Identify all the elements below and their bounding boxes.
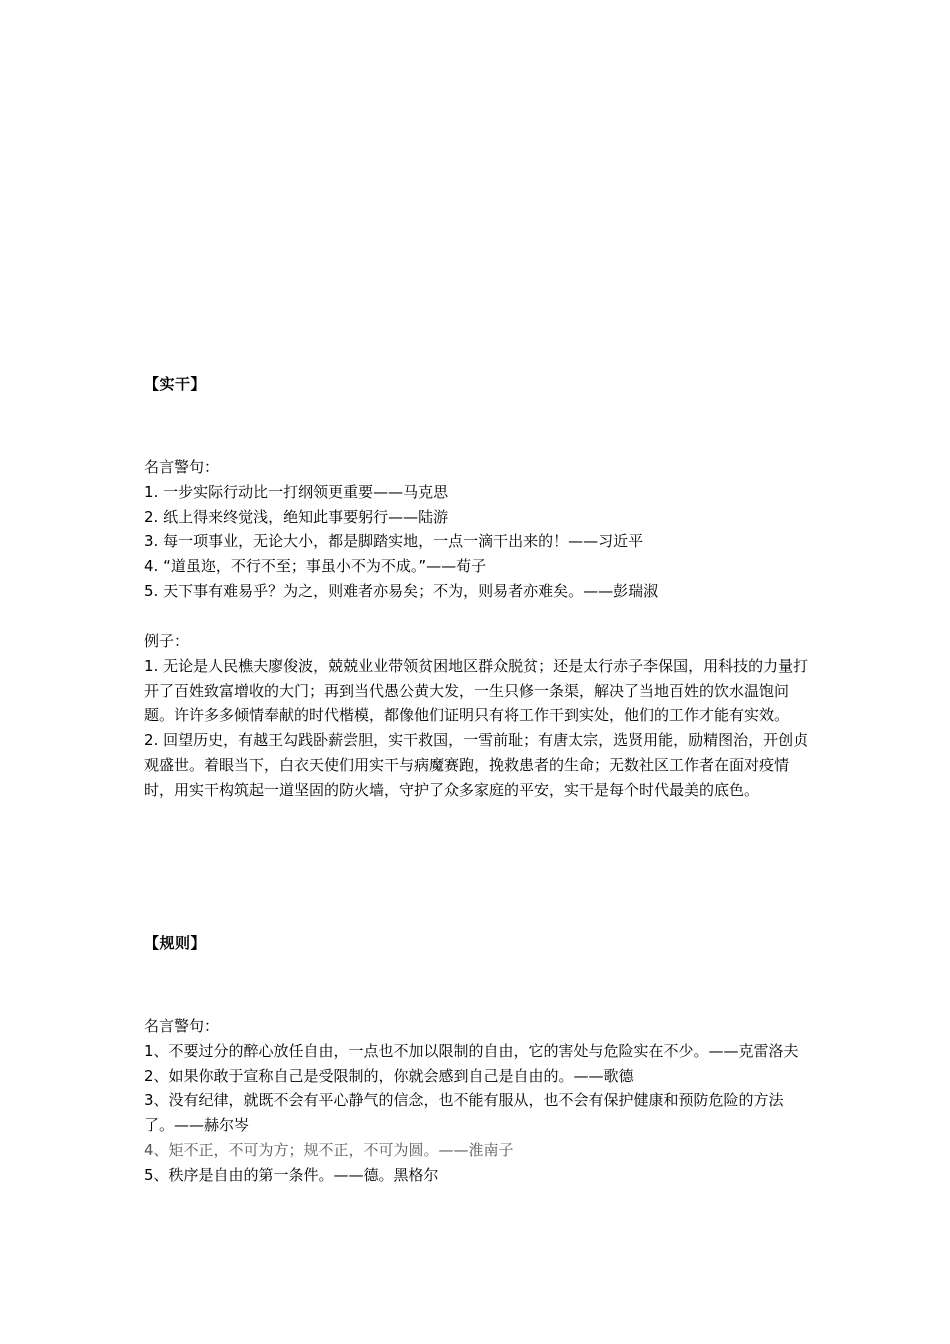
example-paragraph: 2. 回望历史，有越王勾践卧薪尝胆，实干救国，一雪前耻；有唐太宗，选贤用能，励精图治，开创贞观盛世。着眼当下，白衣天使们用实干与病魔赛跑，挽救患者的生命；无数社区工作者在面对疫情时，用实干构筑起一道坚固的防火墙，守护了众多家庭的平安，实干是每个时代最美的底色。 [144,731,809,799]
section-shigan-examples [144,629,810,803]
section-heading-guize: 【规则】 [144,934,207,952]
section-heading-shigan: 【实干】 [144,375,207,393]
quotes-list [144,1039,810,1188]
quote-item: 1. 一步实际行动比一打纲领更重要——马克思 [144,482,449,501]
examples-label: 例子： [144,632,190,650]
quote-item: 5、秩序是自由的第一条件。——德。黑格尔 [144,1165,439,1184]
section-shigan-quotes [144,455,810,604]
example-paragraph: 1. 无论是人民樵夫廖俊波，兢兢业业带领贫困地区群众脱贫；还是太行赤子李保国，用科技的力量打开了百姓致富增收的大门；再到当代愚公黄大发，一生只修一条渠，解决了当地百姓的饮水温饱问题。许许多多倾情奉献的时代楷模，都像他们证明只有将工作干到实处，他们的工作才能有实效。 [144,656,809,725]
quote-item: 2、如果你敢于宣称自己是受限制的，你就会感到自己是自由的。——歌德 [144,1066,634,1085]
quote-item: 4、矩不正，不可为方；规不正，不可为圆。——淮南子 [144,1140,514,1159]
quote-item: 3. 每一项事业，无论大小，都是脚踏实地，一点一滴干出来的！——习近平 [144,532,644,551]
quote-item: 5. 天下事有难易乎？为之，则难者亦易矣；不为，则易者亦难矣。——彭瑞淑 [144,581,659,600]
quote-item: 1、不要过分的醉心放任自由，一点也不加以限制的自由，它的害处与危险实在不少。——克雷洛夫 [144,1041,799,1060]
section-guize-quotes [144,1014,810,1188]
quote-item: 3、没有纪律，就既不会有平心静气的信念，也不能有服从，也不会有保护健康和预防危险的方法了。——赫尔岑 [144,1091,784,1135]
quote-item: 4. “道虽迩，不行不至；事虽小不为不成。”——荀子 [144,557,487,576]
quotes-list [144,480,810,604]
quote-item: 2. 纸上得来终觉浅，绝知此事要躬行——陆游 [144,507,449,526]
quotes-label: 名言警句： [144,458,220,476]
quotes-label: 名言警句： [144,1017,220,1035]
